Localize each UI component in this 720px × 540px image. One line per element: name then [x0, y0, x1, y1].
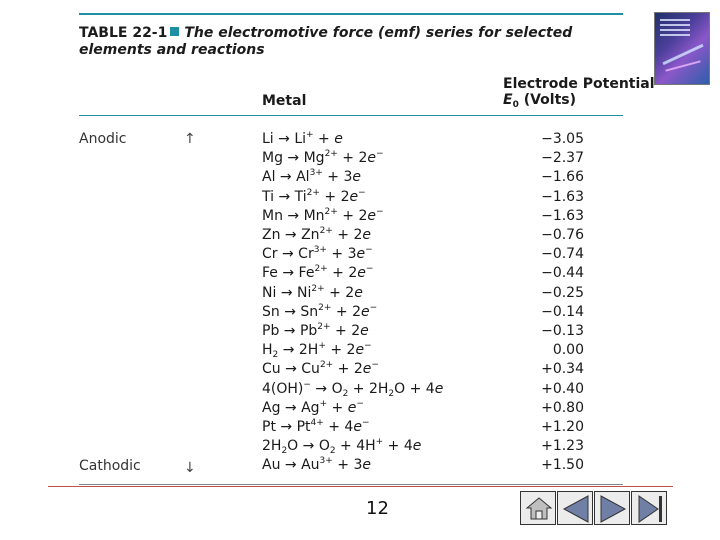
reaction-cell: $Ti \to Ti^{2+} + 2e^-$: [262, 187, 366, 205]
table-row: [0, 323, 720, 342]
potential-cell: −0.25: [541, 284, 584, 301]
table-row: [0, 150, 720, 169]
potential-cell: −0.14: [541, 303, 584, 320]
column-header-potential: [503, 76, 655, 108]
reaction-cell: $Mn \to Mn^{2+} + 2e^-$: [262, 206, 384, 224]
table-title: [79, 25, 599, 59]
reaction-cell: $Pb \to Pb^{2+} + 2e$: [262, 322, 369, 339]
table-row: [0, 419, 720, 438]
down-arrow-icon: ↓: [184, 460, 196, 476]
header-rule: [79, 115, 623, 116]
reaction-cell: $H_2 \to 2H^+ + 2e^-$: [262, 341, 372, 361]
bottom-rule: [79, 484, 623, 485]
reaction-cell: $Au \to Au^{3+} + 3e$: [262, 456, 371, 474]
up-arrow-icon: ↑: [184, 131, 196, 147]
potential-cell: +1.20: [541, 419, 584, 435]
table-row: [0, 342, 720, 361]
table-caption: The electromotive force (emf) series for selected elements and reactions: [79, 25, 573, 58]
reaction-cell: $Cu \to Cu^{2+} + 2e^-$: [262, 360, 379, 378]
reaction-cell: $Sn \to Sn^{2+} + 2e^-$: [262, 302, 378, 320]
cathodic-label: Cathodic: [79, 458, 141, 474]
column-header-potential-line2: $E_0$ (Volts): [503, 92, 577, 110]
reaction-cell: $2H_2O \to O_2 + 4H^+ + 4e$: [262, 437, 422, 457]
reaction-cell: $Al \to Al^{3+} + 3e$: [262, 168, 362, 186]
next-icon: [595, 492, 631, 526]
potential-cell: +0.34: [541, 361, 584, 378]
top-rule: [79, 13, 623, 15]
potential-cell: +0.80: [541, 399, 584, 416]
potential-cell: −1.66: [541, 169, 584, 186]
last-icon: [632, 492, 668, 526]
book-cover-thumbnail: [654, 12, 710, 85]
slide-separator: [48, 486, 673, 487]
potential-cell: −0.44: [541, 265, 584, 282]
column-header-metal: Metal: [262, 93, 307, 109]
reaction-cell: Li → Li+ + e: [262, 130, 343, 147]
next-slide-button[interactable]: [594, 491, 630, 525]
table-row: [0, 208, 720, 227]
reaction-cell: $Cr \to Cr^{3+} + 3e^-$: [262, 245, 373, 263]
table-row: [0, 189, 720, 208]
table-row: [0, 438, 720, 457]
potential-cell: −0.74: [541, 246, 584, 263]
potential-cell: +0.40: [541, 380, 584, 397]
table-row: [0, 285, 720, 304]
potential-cell: −0.76: [541, 227, 584, 243]
potential-cell: +1.50: [541, 457, 584, 474]
table-row: [0, 246, 720, 265]
reaction-cell: $Mg \to Mg^{2+} + 2e^-$: [262, 149, 384, 167]
potential-cell: +1.23: [541, 438, 584, 455]
reaction-cell: $Zn \to Zn^{2+} + 2e$: [262, 226, 372, 243]
table-number: TABLE 22-1: [79, 25, 168, 41]
table-row: [0, 265, 720, 284]
first-icon: [558, 492, 594, 526]
table-row: [0, 381, 720, 400]
potential-cell: −2.37: [541, 150, 584, 167]
reaction-cell: $Fe \to Fe^{2+} + 2e^-$: [262, 264, 374, 282]
anodic-label: Anodic: [79, 131, 127, 147]
table-row: [0, 361, 720, 380]
first-slide-button[interactable]: [557, 491, 593, 525]
potential-cell: −1.63: [541, 188, 584, 205]
table-row: [0, 169, 720, 188]
potential-cell: −1.63: [541, 207, 584, 224]
reaction-cell: $Pt \to Pt^{4+} + 4e^-$: [262, 418, 370, 435]
potential-cell: −3.05: [541, 131, 584, 147]
page-number: 12: [366, 498, 389, 519]
table-row: [0, 400, 720, 419]
reaction-cell: $Ni \to Ni^{2+} + 2e$: [262, 283, 363, 301]
table-row: [0, 304, 720, 323]
last-slide-button[interactable]: [631, 491, 667, 525]
anodic-label-row: [0, 131, 720, 150]
potential-cell: −0.13: [541, 323, 584, 339]
potential-cell: 0.00: [552, 342, 584, 359]
square-bullet-icon: [170, 27, 179, 36]
reaction-cell: $4(OH)^- \to O_2 + 2H_2O + 4e$: [262, 379, 444, 399]
home-icon: [521, 492, 557, 526]
table-row: [0, 227, 720, 246]
reaction-cell: Ag → Ag+ + e−: [262, 398, 364, 416]
home-button[interactable]: [520, 491, 556, 525]
cathodic-label-row: [0, 458, 720, 477]
column-header-potential-line1: Electrode Potential: [503, 76, 655, 92]
